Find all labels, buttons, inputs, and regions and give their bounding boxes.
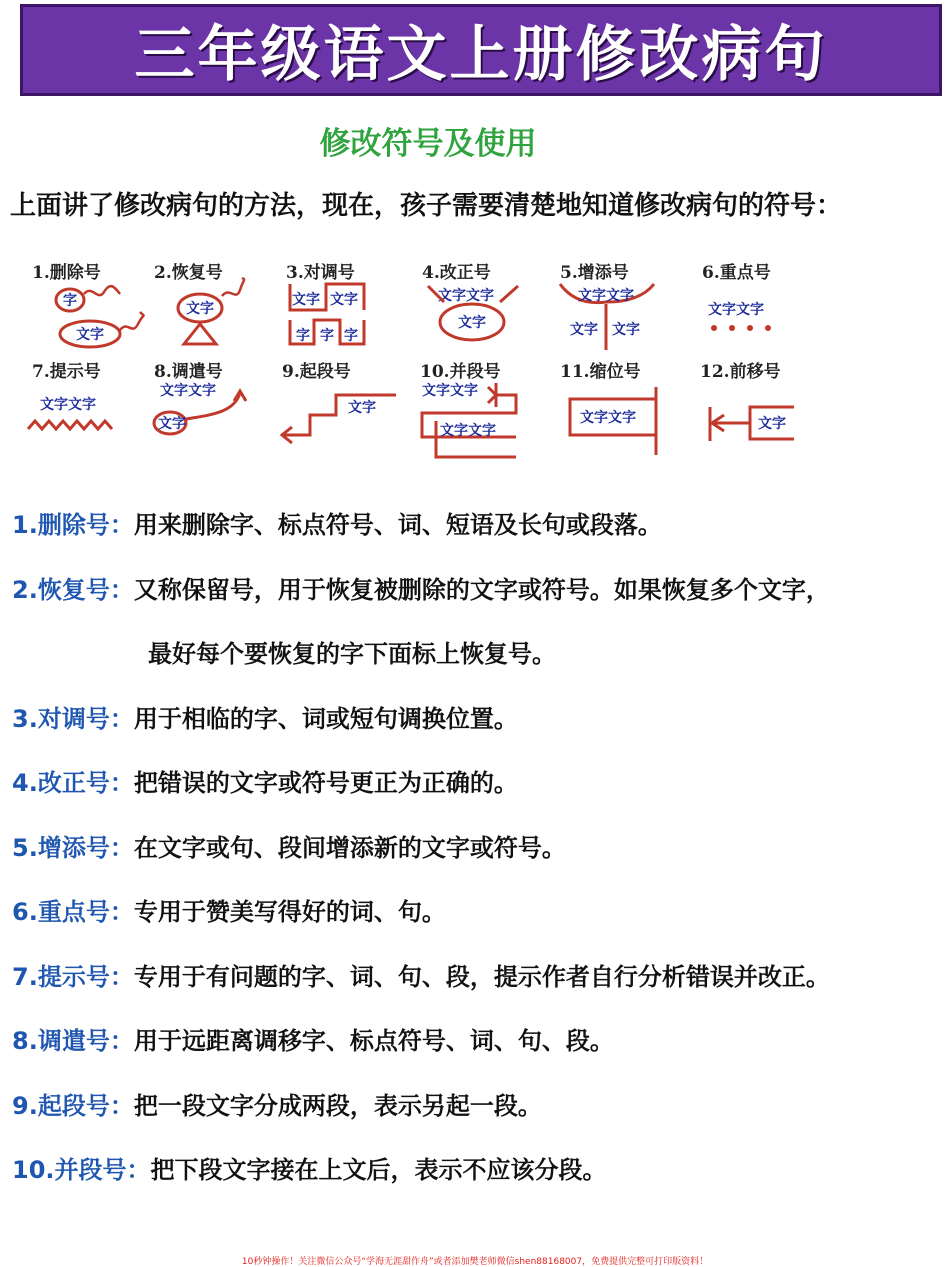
sample-text: 文字文字 [440, 423, 496, 439]
symbol-insert [556, 258, 688, 358]
definition-text: 把下段文字接在上文后，表示不应该分段。 [150, 1156, 607, 1184]
definition-merge-paragraph [12, 1153, 607, 1187]
definition-correct [12, 766, 518, 800]
sample-text: 字 [63, 293, 77, 309]
sample-text: 文字文字 [160, 383, 216, 399]
definition-text: 用来删除字、标点符号、词、短语及长句或段落。 [133, 511, 662, 539]
definition-term: 7.提示号： [12, 963, 134, 991]
definition-new-paragraph [12, 1089, 542, 1123]
symbol-label: 6.重点号 [702, 263, 771, 283]
hint-mark-illustration [28, 379, 160, 457]
transfer-mark-illustration [150, 379, 282, 457]
symbol-label: 2.恢复号 [154, 263, 223, 283]
definition-text: 用于相临的字、词或短句调换位置。 [133, 705, 518, 733]
symbol-swap [282, 258, 414, 358]
definition-term: 1.删除号： [12, 511, 134, 539]
swap-mark-illustration [282, 280, 414, 358]
definition-transfer [12, 1024, 614, 1058]
definition-term: 8.调遣号： [12, 1027, 134, 1055]
sample-text: 文字文字 [708, 302, 764, 318]
merge-paragraph-mark-illustration [416, 379, 548, 457]
symbol-label: 5.增添号 [560, 263, 629, 283]
sample-text: 文字文字 [580, 410, 636, 426]
sample-text: 文字 [292, 292, 320, 308]
sample-text: 文字 [758, 416, 786, 432]
sample-text: 文字 [612, 322, 640, 338]
definition-delete [12, 508, 662, 542]
sample-text: 文字 [348, 400, 376, 416]
insert-mark-illustration [556, 280, 688, 358]
sample-text: 文字文字 [422, 383, 478, 399]
sample-text: 文字 [158, 416, 186, 432]
restore-mark-illustration [150, 280, 282, 358]
symbol-move-forward [696, 357, 828, 457]
footer-note: 10秒钟操作！关注微信公众号“学海无涯甜作舟”或者添加樊老师微信shen88168007，免费提供完整可打印版资料！ [241, 1257, 709, 1267]
definition-term: 10.并段号： [12, 1156, 151, 1184]
definition-restore [12, 573, 830, 668]
symbol-new-paragraph [278, 357, 410, 457]
definition-text: 在文字或句、段间增添新的文字或符号。 [133, 834, 566, 862]
symbol-delete [28, 258, 160, 358]
definition-term: 3.对调号： [12, 705, 134, 733]
symbol-label: 4.改正号 [422, 263, 491, 283]
new-paragraph-mark-illustration [278, 379, 410, 457]
definition-term: 2.恢复号： [12, 576, 134, 604]
definition-text: 把一段文字分成两段，表示另起一段。 [133, 1092, 542, 1120]
emphasis-mark-illustration [698, 280, 830, 358]
symbol-label: 10.并段号 [420, 362, 501, 382]
title-banner [20, 4, 942, 96]
sample-text: 文字 [76, 327, 104, 343]
sample-text: 文字文字 [438, 288, 494, 304]
symbol-label: 1.删除号 [32, 263, 101, 283]
definition-term: 9.起段号： [12, 1092, 134, 1120]
symbol-label: 3.对调号 [286, 263, 355, 283]
definition-swap [12, 702, 518, 736]
definition-text-continued: 最好每个要恢复的字下面标上恢复号。 [148, 640, 556, 668]
delete-mark-illustration [28, 280, 160, 358]
move-forward-mark-illustration [696, 379, 828, 457]
symbol-label: 8.调遣号 [154, 362, 223, 382]
sample-text: 文字 [186, 301, 214, 317]
definition-text: 专用于赞美写得好的词、句。 [133, 898, 446, 926]
symbol-restore [150, 258, 282, 358]
symbol-indent [556, 357, 688, 457]
sample-text: 文字 [458, 315, 486, 331]
definition-hint [12, 960, 830, 994]
sample-text: 字 [296, 328, 310, 344]
definition-text: 又称保留号，用于恢复被删除的文字或符号。如果恢复多个文字， [133, 576, 830, 604]
symbol-label: 9.起段号 [282, 362, 351, 382]
definition-term: 5.增添号： [12, 834, 134, 862]
sample-text: 文字 [570, 322, 598, 338]
definition-term: 4.改正号： [12, 769, 134, 797]
definition-text: 用于远距离调移字、标点符号、词、句、段。 [133, 1027, 614, 1055]
symbol-label: 11.缩位号 [560, 362, 641, 382]
definition-term: 6.重点号： [12, 898, 134, 926]
symbol-merge-paragraph [416, 357, 548, 457]
sample-text: 字 [344, 328, 358, 344]
symbol-hint [28, 357, 160, 457]
sample-text: 字 [320, 328, 334, 344]
definition-emphasis [12, 895, 446, 929]
definition-text: 把错误的文字或符号更正为正确的。 [133, 769, 518, 797]
correct-mark-illustration [418, 280, 550, 358]
sample-text: 文字 [330, 292, 358, 308]
symbol-correct [418, 258, 550, 358]
intro-text: 上面讲了修改病句的方法，现在，孩子需要清楚地知道修改病句的符号： [10, 191, 843, 221]
symbol-label: 7.提示号 [32, 362, 101, 382]
indent-mark-illustration [556, 379, 688, 457]
page-title: 三年级语文上册修改病句 [134, 20, 828, 90]
sample-text: 文字文字 [40, 397, 96, 413]
definition-insert [12, 831, 566, 865]
section-subtitle: 修改符号及使用 [319, 126, 537, 162]
symbol-transfer [150, 357, 282, 457]
sample-text: 文字文字 [578, 288, 634, 304]
definition-text: 专用于有问题的字、词、句、段，提示作者自行分析错误并改正。 [133, 963, 830, 991]
symbol-label: 12.前移号 [700, 362, 781, 382]
symbol-emphasis [698, 258, 830, 358]
